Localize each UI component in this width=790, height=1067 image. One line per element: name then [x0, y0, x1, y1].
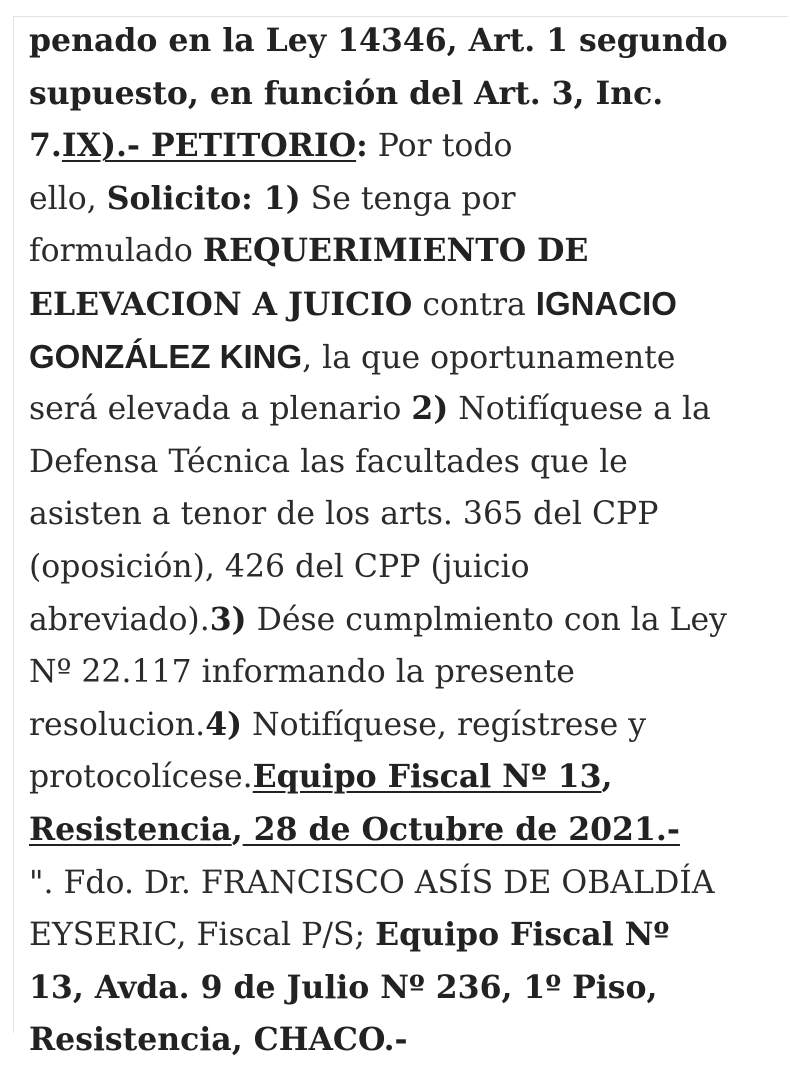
text-span: EYSERIC, Fiscal P/S; — [29, 917, 376, 954]
text-line-7 — [29, 331, 779, 384]
text-span: formulado — [29, 233, 203, 270]
text-line-2 — [29, 68, 779, 121]
text-span: ello, — [29, 180, 107, 217]
text-line-10 — [29, 488, 779, 541]
text-span: REQUERIMIENTO DE — [202, 232, 589, 270]
text-line-3 — [29, 120, 779, 173]
text-span: , la que oportunamente — [302, 339, 676, 376]
text-span: ELEVACION A JUICIO — [29, 285, 413, 323]
defendant-name: IGNACIO — [535, 284, 677, 322]
city-text: Resistencia — [29, 810, 232, 848]
text-line-16 — [29, 804, 779, 857]
text-span: 13, Avda. 9 de Julio Nº 236, 1º Piso, — [29, 968, 658, 1006]
text-line-5 — [29, 225, 779, 278]
text-line-19 — [29, 962, 779, 1015]
text-line-12 — [29, 594, 779, 647]
text-span: Solicito: 1) — [106, 179, 301, 217]
defendant-name: GONZÁLEZ KING — [29, 337, 303, 375]
text-line-1 — [29, 15, 779, 68]
text-span: , — [231, 810, 243, 848]
text-line-17 — [29, 857, 779, 910]
text-span: Resistencia, CHACO.- — [29, 1021, 408, 1059]
text-line-6 — [29, 278, 779, 331]
text-span: Notifíquese a la — [448, 391, 711, 428]
text-span: 3) — [209, 600, 247, 638]
text-span: (oposición), 426 del CPP (juicio — [29, 548, 530, 585]
text-span: Nº 22.117 informando la presente — [29, 654, 575, 691]
text-span: 2) — [411, 390, 449, 428]
text-line-4 — [29, 173, 779, 226]
text-span: asisten a tenor de los arts. 365 del CPP — [29, 496, 659, 533]
text-span: Por todo — [367, 128, 513, 165]
text-span: 7. — [29, 127, 62, 165]
text-span: Se tenga por — [300, 180, 516, 217]
document-page — [13, 16, 788, 1059]
text-span: será elevada a plenario — [29, 391, 412, 428]
text-line-8 — [29, 383, 779, 436]
date-text: 28 de Octubre de 2021.- — [242, 810, 680, 848]
text-span: abreviado). — [29, 601, 210, 638]
text-span: , — [601, 758, 613, 796]
text-span: contra — [412, 286, 536, 323]
text-span: Defensa Técnica las facultades que le — [29, 443, 628, 480]
text-span: supuesto, en función del Art. 3, Inc. — [29, 74, 664, 112]
fiscal-team-link: Equipo Fiscal Nº 13 — [252, 758, 602, 796]
text-line-13 — [29, 646, 779, 699]
text-span: : — [356, 127, 368, 165]
text-line-20 — [29, 1014, 779, 1067]
text-line-14 — [29, 699, 779, 752]
text-span: ". Fdo. Dr. FRANCISCO ASÍS DE OBALDÍA — [29, 864, 715, 901]
text-line-9 — [29, 436, 779, 489]
text-line-15 — [29, 751, 779, 804]
text-span: Equipo Fiscal Nº — [375, 916, 670, 954]
text-span: protocolícese. — [29, 759, 253, 796]
text-line-11 — [29, 541, 779, 594]
petitorio-heading: IX).- PETITORIO — [61, 127, 357, 165]
text-span: Dése cumplmiento con la Ley — [246, 601, 727, 638]
text-span: 4) — [205, 705, 243, 743]
text-line-18 — [29, 909, 779, 962]
document-text — [29, 15, 779, 1067]
text-span: Notifíquese, regístrese y — [242, 706, 647, 743]
text-span: resolucion. — [29, 706, 206, 743]
text-span: penado en la Ley 14346, Art. 1 segundo — [29, 22, 728, 59]
